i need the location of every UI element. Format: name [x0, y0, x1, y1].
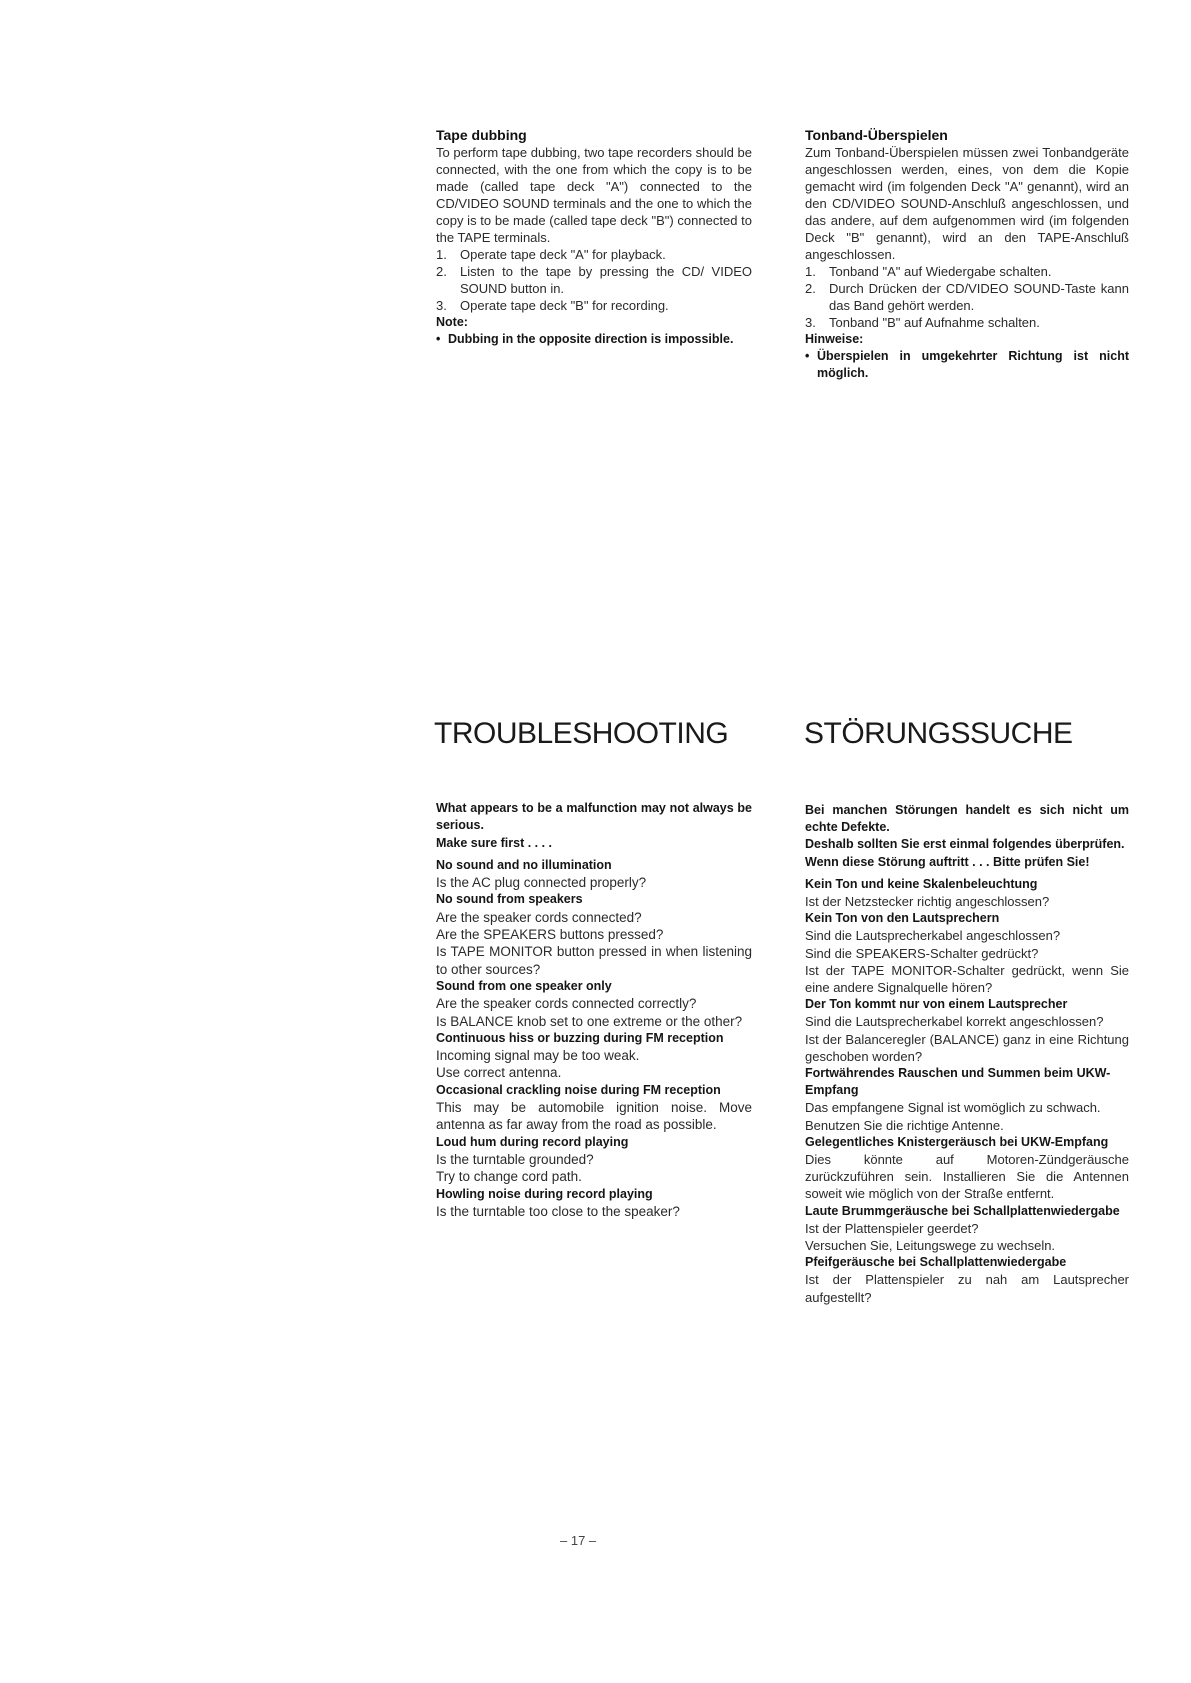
tape-dubbing-en-heading: Tape dubbing	[436, 127, 527, 143]
troubleshooting-list	[805, 876, 1129, 1306]
symptom-heading: Loud hum during record playing	[436, 1134, 629, 1149]
symptom-heading: Continuous hiss or buzzing during FM reception	[436, 1030, 724, 1045]
step-number: 3.	[805, 315, 816, 330]
tape-dubbing-de-step	[805, 280, 1129, 314]
tape-dubbing-de-intro: Zum Tonband-Überspielen müssen zwei Tonbandgeräte angeschlossen werden, eines, von dem die Kopie gemacht wird (im folgenden Deck "A" genannt), wird an den CD/VIDEO SOUND-Anschluß angeschlossen, und das andere, auf dem aufgenommen wird (im folgenden Deck "B" genannt), wird an den TAPE-Anschluß angeschlossen.	[805, 145, 1129, 262]
troubleshooting-intro-2: Make sure first . . . .	[436, 835, 553, 850]
troubleshooting-intro-2: Deshalb sollten Sie erst einmal folgendes überprüfen.	[805, 837, 1125, 852]
tape-dubbing-en-step	[436, 297, 752, 314]
step-number: 2.	[436, 264, 447, 279]
symptom-check: Is the AC plug connected properly?	[436, 875, 647, 891]
symptom-check: Sind die SPEAKERS-Schalter gedrückt?	[805, 945, 1039, 961]
symptom-check: Sind die Lautsprecherkabel angeschlossen?	[805, 928, 1061, 944]
symptom-heading: Pfeifgeräusche bei Schallplattenwiedergabe	[805, 1255, 1067, 1270]
symptom-check: Incoming signal may be too weak.	[436, 1048, 640, 1064]
symptom-check: Benutzen Sie die richtige Antenne.	[805, 1117, 1004, 1133]
symptom-check: This may be automobile ignition noise. Move antenna as far away from the road as possible.	[436, 1100, 752, 1133]
note-label: Note:	[436, 315, 468, 329]
symptom-check: Is the turntable grounded?	[436, 1151, 594, 1167]
symptom-check: Ist der Plattenspieler zu nah am Lautsprecher aufgestellt?	[805, 1272, 1129, 1305]
tape-dubbing-en-section	[436, 126, 752, 348]
note-text: Dubbing in the opposite direction is impossible.	[448, 332, 734, 346]
symptom-check: Are the speaker cords connected correctly?	[436, 996, 697, 1012]
bullet-icon: •	[436, 332, 441, 346]
symptom-check: Are the speaker cords connected?	[436, 909, 642, 925]
tape-dubbing-en-step	[436, 263, 752, 297]
tape-dubbing-de-heading: Tonband-Überspielen	[805, 127, 948, 143]
step-number: 1.	[805, 264, 816, 279]
symptom-check: Is TAPE MONITOR button pressed in when listening to other sources?	[436, 944, 752, 977]
troubleshooting-title: TROUBLESHOOTING	[434, 717, 729, 750]
tape-dubbing-de-step	[805, 314, 1129, 331]
step-number: 1.	[436, 247, 447, 262]
step-number: 3.	[436, 298, 447, 313]
symptom-heading: Sound from one speaker only	[436, 978, 612, 993]
note-item	[805, 348, 1129, 382]
step-number: 2.	[805, 281, 816, 296]
symptom-heading: Kein Ton und keine Skalenbeleuchtung	[805, 876, 1038, 891]
symptom-heading: Occasional crackling noise during FM reception	[436, 1082, 721, 1097]
symptom-check: Ist der Balanceregler (BALANCE) ganz in eine Richtung geschoben worden?	[805, 1031, 1129, 1064]
symptom-check: Are the SPEAKERS buttons pressed?	[436, 927, 664, 943]
troubleshooting-intro: Bei manchen Störungen handelt es sich nicht um echte Defekte.	[805, 803, 1129, 835]
symptom-check: Ist der TAPE MONITOR-Schalter gedrückt, wenn Sie eine andere Signalquelle hören?	[805, 962, 1129, 996]
symptom-check: Try to change cord path.	[436, 1169, 582, 1185]
troubleshooting-intro: What appears to be a malfunction may not always be serious.	[436, 801, 752, 833]
step-text: Tonband "A" auf Wiedergabe schalten.	[829, 264, 1052, 279]
troubleshooting-intro-3: Wenn diese Störung auftritt . . . Bitte prüfen Sie!	[805, 854, 1090, 869]
symptom-heading: Kein Ton von den Lautsprechern	[805, 911, 1000, 926]
note-text: Überspielen in umgekehrter Richtung ist nicht möglich.	[817, 349, 1129, 380]
step-text: Operate tape deck "B" for recording.	[460, 298, 669, 313]
page-number: – 17 –	[560, 1533, 597, 1548]
troubleshooting-en-section	[436, 800, 752, 1220]
symptom-heading: No sound from speakers	[436, 892, 583, 907]
tape-dubbing-de-section	[805, 126, 1129, 382]
symptom-check: Ist der Plattenspieler geerdet?	[805, 1220, 979, 1236]
bullet-icon: •	[805, 349, 810, 363]
step-text: Tonband "B" auf Aufnahme schalten.	[829, 315, 1040, 330]
symptom-check: Use correct antenna.	[436, 1065, 562, 1081]
note-label: Hinweise:	[805, 332, 864, 346]
symptom-heading: No sound and no illumination	[436, 857, 612, 872]
tape-dubbing-en-intro: To perform tape dubbing, two tape recorders should be connected, with the one from which the copy is to be made (called tape deck "A") connected to the CD/VIDEO SOUND terminals and the one to which the copy is to be made (called tape deck "B") connected to the TAPE terminals.	[436, 145, 752, 245]
symptom-check: Versuchen Sie, Leitungswege zu wechseln.	[805, 1238, 1056, 1254]
tape-dubbing-de-step	[805, 263, 1129, 280]
symptom-check: Ist der Netzstecker richtig angeschlossen?	[805, 894, 1050, 910]
step-text: Durch Drücken der CD/VIDEO SOUND-Taste kann das Band gehört werden.	[829, 281, 1129, 313]
symptom-check: Is the turntable too close to the speaker?	[436, 1203, 680, 1219]
symptom-check: Sind die Lautsprecherkabel korrekt angeschlossen?	[805, 1014, 1104, 1030]
step-text: Operate tape deck "A" for playback.	[460, 247, 666, 262]
troubleshooting-list	[436, 857, 752, 1220]
stoerungssuche-title: STÖRUNGSSUCHE	[804, 717, 1073, 750]
step-text: Listen to the tape by pressing the CD/ VIDEO SOUND button in.	[460, 264, 752, 296]
symptom-check: Das empfangene Signal ist womöglich zu schwach.	[805, 1100, 1101, 1116]
troubleshooting-de-section	[805, 802, 1129, 1306]
symptom-check: Is BALANCE knob set to one extreme or the other?	[436, 1013, 743, 1029]
symptom-heading: Fortwährendes Rauschen und Summen beim UKW-Empfang	[805, 1066, 1111, 1098]
symptom-heading: Der Ton kommt nur von einem Lautsprecher	[805, 997, 1068, 1012]
symptom-heading: Laute Brummgeräusche bei Schallplattenwiedergabe	[805, 1203, 1120, 1218]
tape-dubbing-en-step	[436, 246, 752, 263]
note-item	[436, 331, 752, 348]
symptom-check: Dies könnte auf Motoren-Zündgeräusche zurückzuführen sein. Installieren Sie die Antennen soweit wie möglich von der Straße entfernt.	[805, 1152, 1129, 1202]
symptom-heading: Gelegentliches Knistergeräusch bei UKW-Empfang	[805, 1134, 1109, 1149]
symptom-heading: Howling noise during record playing	[436, 1186, 653, 1201]
